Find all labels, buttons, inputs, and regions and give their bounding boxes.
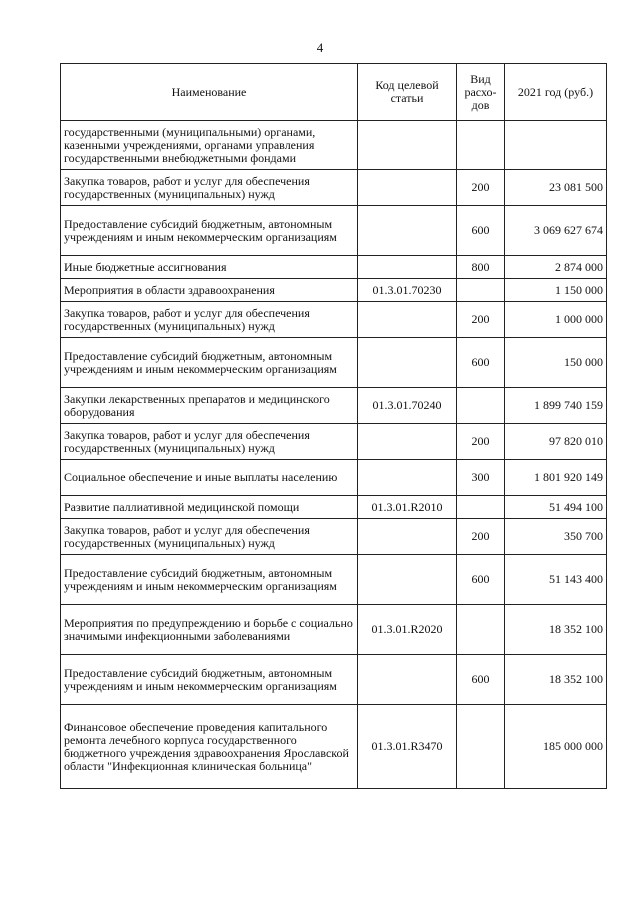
table-row: [61, 338, 607, 388]
cell-name: Предоставление субсидий бюджетным, автономным учреждениям и иным некоммерческим организациям: [61, 206, 358, 256]
cell-amount: 18 352 100: [505, 655, 607, 705]
cell-amount: 1 801 920 149: [505, 460, 607, 496]
cell-name: Предоставление субсидий бюджетным, автономным учреждениям и иным некоммерческим организациям: [61, 338, 358, 388]
cell-code: 01.3.01.R2020: [358, 605, 457, 655]
cell-type: 600: [457, 206, 505, 256]
cell-name: Финансовое обеспечение проведения капитального ремонта лечебного корпуса государственного бюджетного учреждения здравоохранения Ярославской области "Инфекционная клиническая больница": [61, 705, 358, 789]
cell-code: 01.3.01.R3470: [358, 705, 457, 789]
cell-name: Закупка товаров, работ и услуг для обеспечения государственных (муниципальных) нужд: [61, 302, 358, 338]
cell-type: 800: [457, 256, 505, 279]
cell-amount: 51 494 100: [505, 496, 607, 519]
cell-name: Предоставление субсидий бюджетным, автономным учреждениям и иным некоммерческим организациям: [61, 655, 358, 705]
table-row: [61, 170, 607, 206]
cell-code: [358, 655, 457, 705]
cell-type: 300: [457, 460, 505, 496]
page-number: 4: [316, 40, 324, 55]
table-row: [61, 519, 607, 555]
header-amount: 2021 год (руб.): [505, 64, 607, 121]
header-name: Наименование: [61, 64, 358, 121]
cell-type: 200: [457, 519, 505, 555]
cell-code: [358, 519, 457, 555]
table-row: [61, 302, 607, 338]
cell-name: Мероприятия в области здравоохранения: [61, 279, 358, 302]
cell-code: [358, 206, 457, 256]
cell-amount: 350 700: [505, 519, 607, 555]
cell-type: 600: [457, 338, 505, 388]
cell-name: Предоставление субсидий бюджетным, автономным учреждениям и иным некоммерческим организациям: [61, 555, 358, 605]
cell-code: 01.3.01.R2010: [358, 496, 457, 519]
table-row: [61, 555, 607, 605]
cell-type: [457, 605, 505, 655]
cell-name: Закупка товаров, работ и услуг для обеспечения государственных (муниципальных) нужд: [61, 170, 358, 206]
table-body: [61, 121, 607, 789]
cell-amount: [505, 121, 607, 170]
cell-code: [358, 256, 457, 279]
cell-name: государственными (муниципальными) органами, казенными учреждениями, органами управления государственными внебюджетными фондами: [61, 121, 358, 170]
cell-type: [457, 496, 505, 519]
table-row: [61, 388, 607, 424]
cell-type: [457, 705, 505, 789]
cell-amount: 1 150 000: [505, 279, 607, 302]
cell-code: 01.3.01.70240: [358, 388, 457, 424]
cell-code: [358, 170, 457, 206]
cell-code: [358, 121, 457, 170]
table-row: [61, 605, 607, 655]
cell-amount: 23 081 500: [505, 170, 607, 206]
cell-type: 600: [457, 655, 505, 705]
header-type: Вид расхо-дов: [457, 64, 505, 121]
cell-type: [457, 121, 505, 170]
cell-name: Закупка товаров, работ и услуг для обеспечения государственных (муниципальных) нужд: [61, 519, 358, 555]
table-row: [61, 655, 607, 705]
cell-amount: 150 000: [505, 338, 607, 388]
cell-type: 600: [457, 555, 505, 605]
cell-code: [358, 338, 457, 388]
table-row: [61, 279, 607, 302]
cell-name: Закупка товаров, работ и услуг для обеспечения государственных (муниципальных) нужд: [61, 424, 358, 460]
cell-name: Развитие паллиативной медицинской помощи: [61, 496, 358, 519]
cell-code: [358, 424, 457, 460]
cell-amount: 1 899 740 159: [505, 388, 607, 424]
table-row: [61, 496, 607, 519]
table-row: [61, 256, 607, 279]
cell-amount: 1 000 000: [505, 302, 607, 338]
cell-type: [457, 279, 505, 302]
cell-type: 200: [457, 302, 505, 338]
cell-code: 01.3.01.70230: [358, 279, 457, 302]
cell-code: [358, 302, 457, 338]
table-header-row: [61, 64, 607, 121]
cell-name: Закупки лекарственных препаратов и медицинского оборудования: [61, 388, 358, 424]
cell-type: [457, 388, 505, 424]
cell-code: [358, 555, 457, 605]
cell-amount: 185 000 000: [505, 705, 607, 789]
cell-name: Социальное обеспечение и иные выплаты населению: [61, 460, 358, 496]
cell-name: Иные бюджетные ассигнования: [61, 256, 358, 279]
table-row: [61, 460, 607, 496]
cell-type: 200: [457, 170, 505, 206]
cell-amount: 51 143 400: [505, 555, 607, 605]
table-row: [61, 424, 607, 460]
table-row: [61, 206, 607, 256]
cell-amount: 3 069 627 674: [505, 206, 607, 256]
budget-table: [60, 63, 607, 789]
cell-code: [358, 460, 457, 496]
cell-name: Мероприятия по предупреждению и борьбе с социально значимыми инфекционными заболеваниями: [61, 605, 358, 655]
table-row: [61, 705, 607, 789]
table-row: [61, 121, 607, 170]
cell-amount: 18 352 100: [505, 605, 607, 655]
cell-amount: 2 874 000: [505, 256, 607, 279]
cell-amount: 97 820 010: [505, 424, 607, 460]
cell-type: 200: [457, 424, 505, 460]
header-code: Код целевой статьи: [358, 64, 457, 121]
